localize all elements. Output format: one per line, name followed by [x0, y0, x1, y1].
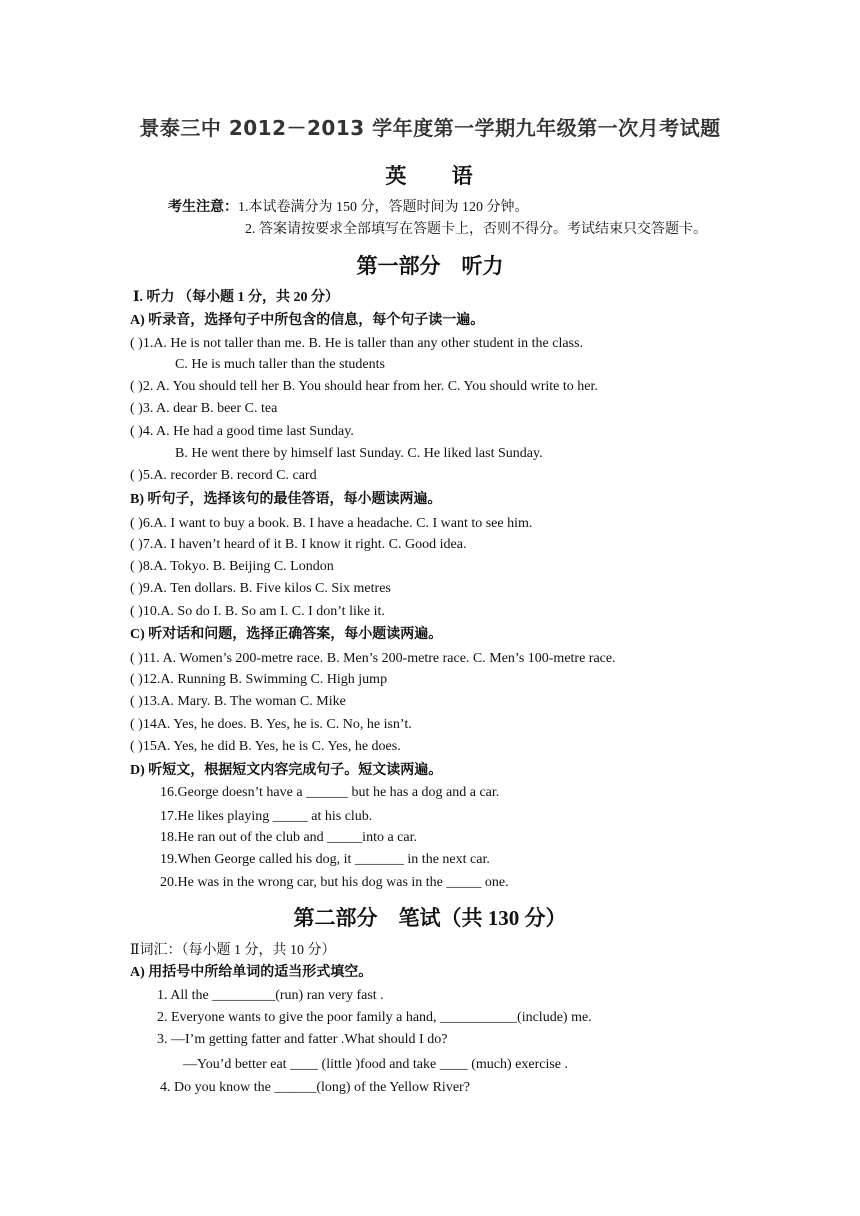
vocab-question-1: 1. All the _________(run) ran very fast . — [157, 988, 384, 1003]
notice-label: 考生注意： — [168, 200, 238, 215]
question-3: ( )3. A. dear B. beer C. tea — [130, 401, 278, 416]
question-4-options-bc: B. He went there by himself last Sunday. C. He liked last Sunday. — [175, 446, 543, 461]
subject-char-1: 英 — [385, 164, 409, 188]
subject-heading — [0, 160, 860, 190]
question-1: ( )1.A. He is not taller than me. B. He is taller than any other student in the class. — [130, 336, 583, 351]
question-20: 20.He was in the wrong car, but his dog was in the _____ one. — [160, 875, 509, 890]
part1-heading: 第一部分 听力 — [356, 254, 504, 278]
subject-char-2: 语 — [451, 164, 475, 188]
notice-text-1: 1.本试卷满分为 150 分，答题时间为 120 分钟。 — [238, 200, 529, 215]
section2-heading: Ⅱ词汇：（每小题 1 分，共 10 分） — [130, 943, 336, 958]
vocab-question-4: 4. Do you know the ______(long) of the Yellow River? — [160, 1080, 470, 1095]
section1-heading: Ⅰ. 听力 （每小题 1 分，共 20 分） — [133, 290, 340, 305]
question-7: ( )7.A. I haven’t heard of it B. I know it right. C. Good idea. — [130, 537, 467, 552]
part2-heading: 第二部分 笔试（共 130 分） — [293, 906, 567, 930]
exam-title: 景泰三中 2012－2013 学年度第一学期九年级第一次月考试题 — [139, 116, 721, 140]
question-12: ( )12.A. Running B. Swimming C. High jump — [130, 672, 388, 687]
vocab-question-2: 2. Everyone wants to give the poor family a hand, ___________(include) me. — [157, 1010, 592, 1025]
sectionC-heading: C) 听对话和问题，选择正确答案，每小题读两遍。 — [130, 627, 443, 642]
question-10: ( )10.A. So do I. B. So am I. C. I don’t like it. — [130, 604, 385, 619]
question-16: 16.George doesn’t have a ______ but he has a dog and a car. — [160, 785, 500, 800]
vocab-question-3-answer: —You’d better eat ____ (little )food and take ____ (much) exercise . — [183, 1057, 569, 1072]
notice-line-1 — [168, 199, 529, 217]
question-6: ( )6.A. I want to buy a book. B. I have a headache. C. I want to see him. — [130, 516, 533, 531]
question-18: 18.He ran out of the club and _____into a car. — [160, 830, 417, 845]
sectionD-heading: D) 听短文，根据短文内容完成句子。短文读两遍。 — [130, 763, 443, 778]
question-2: ( )2. A. You should tell her B. You should hear from her. C. You should write to her. — [130, 379, 598, 394]
notice-line-2: 2. 答案请按要求全部填写在答题卡上，否则不得分。考试结束只交答题卡。 — [245, 222, 707, 237]
question-14: ( )14A. Yes, he does. B. Yes, he is. C. No, he isn’t. — [130, 717, 412, 732]
sectionB-heading: B) 听句子，选择该句的最佳答语，每小题读两遍。 — [130, 492, 442, 507]
question-4: ( )4. A. He had a good time last Sunday. — [130, 424, 354, 439]
question-11: ( )11. A. Women’s 200-metre race. B. Men’s 200-metre race. C. Men’s 100-metre race. — [130, 651, 616, 666]
question-17: 17.He likes playing _____ at his club. — [160, 809, 373, 824]
question-1-option-c: C. He is much taller than the students — [175, 357, 385, 372]
question-13: ( )13.A. Mary. B. The woman C. Mike — [130, 694, 346, 709]
section2A-heading: A) 用括号中所给单词的适当形式填空。 — [130, 965, 373, 980]
question-5: ( )5.A. recorder B. record C. card — [130, 468, 317, 483]
vocab-question-3: 3. —I’m getting fatter and fatter .What should I do? — [157, 1032, 448, 1047]
question-19: 19.When George called his dog, it _______ in the next car. — [160, 852, 490, 867]
sectionA-heading: A) 听录音，选择句子中所包含的信息，每个句子读一遍。 — [130, 313, 485, 328]
question-15: ( )15A. Yes, he did B. Yes, he is C. Yes, he does. — [130, 739, 401, 754]
question-8: ( )8.A. Tokyo. B. Beijing C. London — [130, 559, 334, 574]
question-9: ( )9.A. Ten dollars. B. Five kilos C. Six metres — [130, 581, 391, 596]
